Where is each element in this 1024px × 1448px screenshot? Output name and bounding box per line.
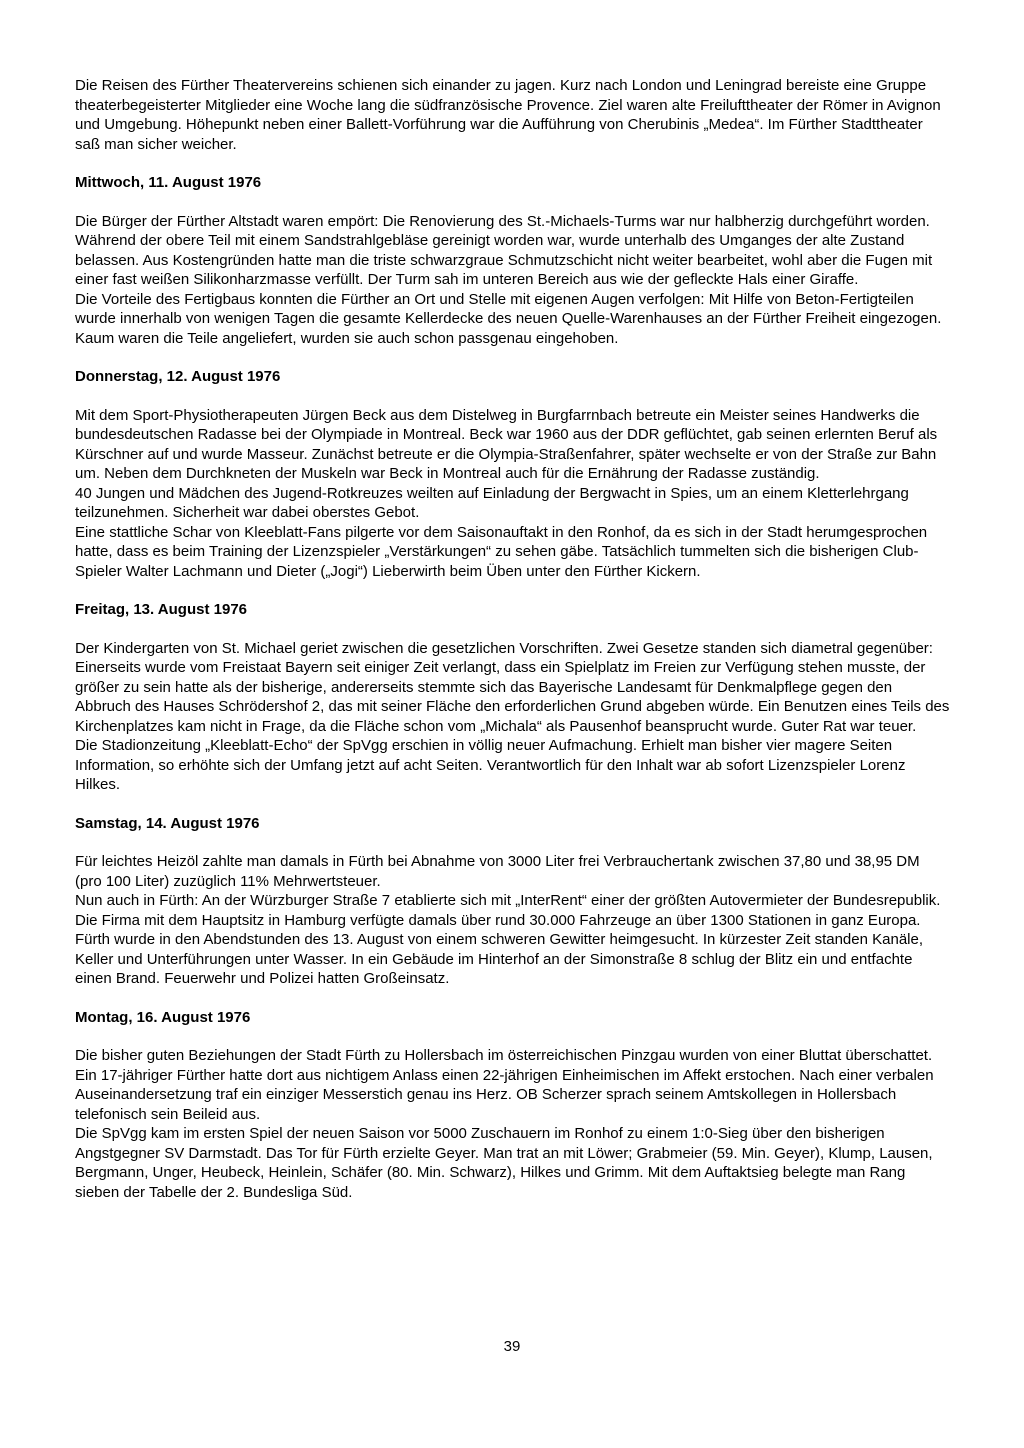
- paragraph: Die Reisen des Fürther Theatervereins schienen sich einander zu jagen. Kurz nach London und Leningrad bereiste eine Gruppe theaterbegeisterter Mitglieder eine Woche lang die südfranzösische Provence. Ziel waren alte Freilufttheater der Römer in Avignon und Umgebung. Höhepunkt neben einer Ballett-Vorführung war die Aufführung von Cherubinis „Medea“. Im Fürther Stadttheater saß man sicher weicher.: [75, 77, 941, 153]
- paragraph: Mit dem Sport-Physiotherapeuten Jürgen Beck aus dem Distelweg in Burgfarrnbach betreute ein Meister seines Handwerks die bundesdeutschen Radasse bei der Olympiade in Montreal. Beck war 1960 aus der DDR geflüchtet, gab seinen erlernten Beruf als Kürschner auf und wurde Masseur. Zunächst betreute er die Olympia-Straßenfahrer, später wechselte er von der Straße zur Bahn um. Neben dem Durchkneten der Muskeln war Beck in Montreal auch für die Ernährung der Radasse zuständig.: [75, 406, 938, 482]
- paragraph: 40 Jungen und Mädchen des Jugend-Rotkreuzes weilten auf Einladung der Bergwacht in Spies, um an einem Kletterlehrgang teilzunehmen. Sicherheit war dabei oberstes Gebot.: [75, 484, 909, 521]
- section-donnerstag-12-august-1976: [75, 367, 950, 581]
- section-heading: Freitag, 13. August 1976: [75, 601, 248, 618]
- section-montag-16-august-1976: [75, 1008, 950, 1203]
- section-mittwoch-11-august-1976: [75, 173, 950, 348]
- paragraph: Die Vorteile des Fertigbaus konnten die Fürther an Ort und Stelle mit eigenen Augen verfolgen: Mit Hilfe von Beton-Fertigteilen wurde innerhalb von wenigen Tagen die gesamte Kellerdecke des neuen Quelle-Warenhauses an der Fürther Freiheit eingezogen. Kaum waren die Teile angeliefert, wurden sie auch schon passgenau eingehoben.: [75, 290, 942, 347]
- section-heading: Donnerstag, 12. August 1976: [75, 368, 281, 385]
- page-footer: [0, 1337, 1024, 1357]
- paragraph: Fürth wurde in den Abendstunden des 13. August von einem schweren Gewitter heimgesucht. In kürzester Zeit standen Kanäle, Keller und Unterführungen unter Wasser. In ein Gebäude im Hinterhof an der Simonstraße 8 schlug der Blitz ein und entfachte einen Brand. Feuerwehr und Polizei hatten Großeinsatz.: [75, 931, 923, 987]
- paragraph: Der Kindergarten von St. Michael geriet zwischen die gesetzlichen Vorschriften. Zwei Gesetze standen sich diametral gegenüber: Einerseits wurde vom Freistaat Bayern seit einiger Zeit verlangt, dass ein Spielplatz im Freien zur Verfügung stehen musste, der größer zu sein hatte als der bisherige, andererseits stemmte sich das Bayerische Landesamt für Denkmalpflege gegen den Abbruch des Hauses Schrödershof 2, das mit seiner Fläche den erforderlichen Grund abgeben würde. Ein Benutzen eines Teils des Kirchenplatzes kam nicht in Frage, da die Fläche schon vom „Michala“ als Pausenhof beansprucht wurde. Guter Rat war teuer.: [75, 639, 950, 735]
- paragraph: Die Bürger der Fürther Altstadt waren empört: Die Renovierung des St.-Michaels-Turms war nur halbherzig durchgeführt worden. Während der obere Teil mit einem Sandstrahlgebläse gereinigt worden war, wurde unterhalb des Umganges der alte Zustand belassen. Aus Kostengründen hatte man die triste schwarzgraue Schmutzschicht nicht weiter bearbeitet, wohl aber die Fugen mit einer fast weißen Silikonharzmasse verfüllt. Der Turm sah im unteren Bereich aus wie der gefleckte Hals einer Giraffe.: [75, 212, 933, 288]
- section-heading: Mittwoch, 11. August 1976: [75, 174, 262, 191]
- paragraph: Die Stadionzeitung „Kleeblatt-Echo“ der SpVgg erschien in völlig neuer Aufmachung. Erhielt man bisher vier magere Seiten Information, so erhöhte sich der Umfang jetzt auf acht Seiten. Verantwortlich für den Inhalt war ab sofort Lizenzspieler Lorenz Hilkes.: [75, 737, 906, 793]
- paragraph: Nun auch in Fürth: An der Würzburger Straße 7 etablierte sich mit „InterRent“ einer der größten Autovermieter der Bundesrepublik. Die Firma mit dem Hauptsitz in Hamburg verfügte damals über rund 30.000 Fahrzeuge an über 1300 Stationen in ganz Europa.: [75, 892, 941, 929]
- section-heading: Montag, 16. August 1976: [75, 1008, 251, 1026]
- paragraph: Für leichtes Heizöl zahlte man damals in Fürth bei Abnahme von 3000 Liter frei Verbrauchertank zwischen 37,80 und 38,95 DM (pro 100 Liter) zuzüglich 11% Mehrwertsteuer.: [75, 853, 920, 890]
- section-intro: [75, 76, 950, 154]
- paragraph: Eine stattliche Schar von Kleeblatt-Fans pilgerte vor dem Saisonauftakt in den Ronhof, da es sich in der Stadt herumgesprochen hatte, dass es beim Training der Lizenzspieler „Verstärkungen“ zu sehen gäbe. Tatsächlich tummelten sich die bisherigen Club-Spieler Walter Lachmann und Dieter („Jogi“) Lieberwirth beim Üben unter den Fürther Kickern.: [75, 523, 928, 580]
- section-heading: Samstag, 14. August 1976: [75, 814, 260, 832]
- paragraph: Die bisher guten Beziehungen der Stadt Fürth zu Hollersbach im österreichischen Pinzgau wurden von einer Bluttat überschattet. Ein 17-jähriger Fürther hatte dort aus nichtigem Anlass einen 22-jährigen Einheimischen im Affekt erstochen. Nach einer verbalen Auseinandersetzung traf ein einziger Messerstich genau ins Herz. OB Scherzer sprach seinem Amtskollegen in Hollersbach telefonisch sein Beileid aus.: [75, 1047, 934, 1123]
- paragraph: Die SpVgg kam im ersten Spiel der neuen Saison vor 5000 Zuschauern im Ronhof zu einem 1:0-Sieg über den bisherigen Angstgegner SV Darmstadt. Das Tor für Fürth erzielte Geyer. Man trat an mit Löwer; Grabmeier (59. Min. Geyer), Klump, Lausen, Bergmann, Unger, Heubeck, Heinlein, Schäfer (80. Min. Schwarz), Hilkes und Grimm. Mit dem Auftaktsieg belegte man Rang sieben der Tabelle der 2. Bundesliga Süd.: [75, 1125, 933, 1201]
- page-number: 39: [503, 1337, 521, 1355]
- section-samstag-14-august-1976: [75, 814, 950, 989]
- section-freitag-13-august-1976: [75, 600, 950, 795]
